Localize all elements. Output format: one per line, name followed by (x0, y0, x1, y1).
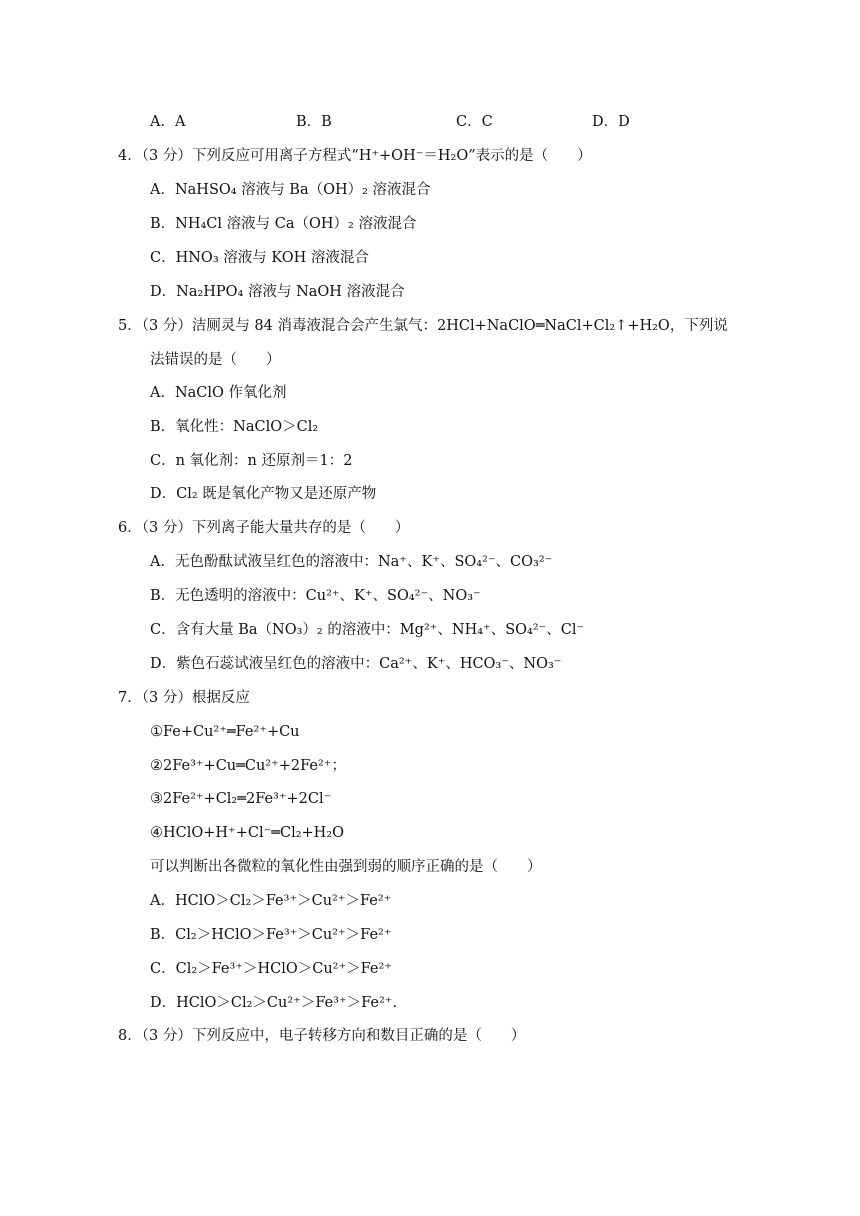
q4-option-a: A．NaHSO₄ 溶液与 Ba（OH）₂ 溶液混合 (150, 182, 431, 198)
q6-option-d: D．紫色石蕊试液呈红色的溶液中：Ca²⁺、K⁺、HCO₃⁻、NO₃⁻ (150, 656, 562, 672)
q7-option-b: B．Cl₂＞HClO＞Fe³⁺＞Cu²⁺＞Fe²⁺ (150, 927, 392, 943)
q6-stem-text: （3 分）下列离子能大量共存的是（ ） (141, 520, 410, 536)
q5-option-a: A．NaClO 作氧化剂 (150, 385, 287, 401)
q7-option-a: A．HClO＞Cl₂＞Fe³⁺＞Cu²⁺＞Fe²⁺ (150, 893, 392, 909)
q5-stem-line2: 法错误的是（ ） (150, 352, 281, 368)
q5-stem (118, 316, 728, 336)
q5-option-c: C．n 氧化剂：n 还原剂＝1：2 (150, 453, 353, 469)
q3-option-d: D．D (592, 114, 630, 130)
q6-option-b: B．无色透明的溶液中：Cu²⁺、K⁺、SO₄²⁻、NO₃⁻ (150, 588, 481, 604)
q7-reaction-3: ③2Fe²⁺+Cl₂═2Fe³⁺+2Cl⁻ (150, 791, 332, 807)
q4-number: 4． (118, 148, 142, 164)
q6-number: 6． (118, 520, 142, 536)
q7-reaction-4: ④HClO+H⁺+Cl⁻═Cl₂+H₂O (150, 825, 345, 841)
q7-stem (118, 688, 250, 708)
q5-number: 5． (118, 318, 142, 334)
q6-option-a: A．无色酚酞试液呈红色的溶液中：Na⁺、K⁺、SO₄²⁻、CO₃²⁻ (150, 554, 553, 570)
q7-question: 可以判断出各微粒的氧化性由强到弱的顺序正确的是（ ） (150, 859, 542, 875)
q7-reaction-2: ②2Fe³⁺+Cu═Cu²⁺+2Fe²⁺； (150, 758, 346, 774)
q4-stem-text: （3 分）下列反应可用离子方程式“H⁺+OH⁻＝H₂O”表示的是（ ） (141, 148, 592, 164)
q8-stem (118, 1026, 525, 1046)
q4-option-c: C．HNO₃ 溶液与 KOH 溶液混合 (150, 250, 369, 266)
q3-option-c: C．C (456, 114, 493, 130)
q6-option-c: C．含有大量 Ba（NO₃）₂ 的溶液中：Mg²⁺、NH₄⁺、SO₄²⁻、Cl⁻ (150, 622, 585, 638)
q7-number: 7． (118, 690, 142, 706)
q8-stem-text: （3 分）下列反应中，电子转移方向和数目正确的是（ ） (141, 1028, 526, 1044)
q5-option-b: B．氧化性：NaClO＞Cl₂ (150, 419, 319, 435)
q6-stem (118, 518, 409, 538)
q8-number: 8． (118, 1028, 142, 1044)
q7-stem-text: （3 分）根据反应 (141, 690, 250, 706)
q7-option-d: D．HClO＞Cl₂＞Cu²⁺＞Fe³⁺＞Fe²⁺. (150, 995, 398, 1011)
q7-reaction-1: ①Fe+Cu²⁺═Fe²⁺+Cu (150, 724, 300, 740)
q3-option-a: A．A (150, 114, 186, 130)
q5-stem-line1: （3 分）洁厕灵与 84 消毒液混合会产生氯气：2HCl+NaClO═NaCl+Cl₂↑+H₂O，下列说 (141, 318, 728, 334)
q4-option-b: B．NH₄Cl 溶液与 Ca（OH）₂ 溶液混合 (150, 216, 417, 232)
q4-stem (118, 146, 592, 166)
q5-option-d: D．Cl₂ 既是氧化产物又是还原产物 (150, 486, 377, 502)
q7-option-c: C．Cl₂＞Fe³⁺＞HClO＞Cu²⁺＞Fe²⁺ (150, 961, 392, 977)
q4-option-d: D．Na₂HPO₄ 溶液与 NaOH 溶液混合 (150, 284, 405, 300)
q3-option-b: B．B (296, 114, 332, 130)
